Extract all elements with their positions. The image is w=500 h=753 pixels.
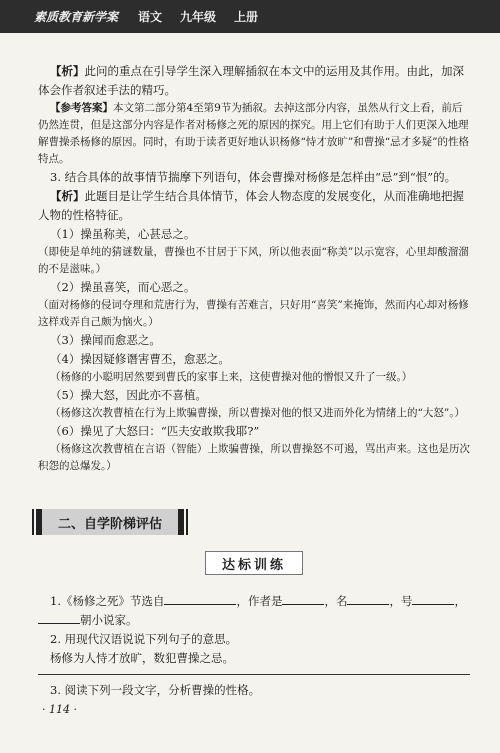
ex1-text: ，号 — [389, 594, 413, 608]
item-4-answer: （杨修的小聪明居然要到曹氏的家事上来，这使曹操对他的憎恨又升了一级。） — [50, 371, 413, 383]
item-5-question: （5）操大怒，因此亦不喜植。 — [50, 388, 207, 402]
item-2-question: （2）操虽喜笑，而心恶之。 — [50, 280, 196, 294]
page-number: · 114 · — [42, 703, 77, 716]
running-header — [0, 0, 500, 33]
exercises — [38, 592, 470, 668]
ex1-text: ，作者是 — [236, 594, 283, 608]
item-4-question: （4）操因疑修谮害曹丕，愈恶之。 — [50, 352, 230, 366]
analysis-2 — [38, 187, 470, 225]
volume-label: 上册 — [234, 10, 259, 24]
analysis-tag: 【析】 — [50, 189, 85, 203]
question-3: 3. 结合具体的故事情节揣摩下列语句，体会曹操对杨修是怎样由“忌”到“恨”的。 — [50, 170, 457, 184]
exercise-3: 3. 阅读下列一段文字，分析曹操的性格。 — [50, 683, 261, 697]
item-5-answer: （杨修这次教曹植在行为上欺骗曹操，所以曹操对他的恨又进而外化为情绪上的“大怒”。） — [50, 407, 465, 419]
answer-blank[interactable] — [347, 592, 389, 605]
exercise-1 — [38, 592, 470, 611]
analysis-1 — [38, 62, 470, 100]
section-heading: 二、自学阶梯评估 — [36, 509, 184, 535]
item-1-answer: （即使是单纯的猜谜数量，曹操也不甘居于下风，所以他表面“称美”以示宽容，心里却酸溜溜的不是滋味。） — [38, 246, 469, 275]
ex1-text: ， — [454, 594, 466, 608]
ex1-text: 1.《杨修之死》节选自 — [50, 594, 165, 608]
answer-blank[interactable] — [282, 592, 324, 605]
answer-tag: 【参考答案】 — [50, 102, 113, 114]
item-6-question: （6）操见了大怒曰：“匹夫安敢欺我耶?” — [50, 424, 260, 438]
answer-text: 本文第二部分第4至第9节为插叙。去掉这部分内容，虽然从行文上看，前后仍然连贯，但是这部分内容是作者对杨修之死的原因的探究。用上它们有助于人们更深入地理解曹操杀杨修的原因。同时，有助于读者更好地认识杨修“恃才放旷”和曹操“忌才多疑”的性格特点。 — [38, 102, 469, 165]
reference-answer — [38, 100, 470, 168]
exercise-2: 2. 用现代汉语说说下列句子的意思。 — [50, 632, 238, 646]
subject-label: 语文 — [138, 10, 163, 24]
ex1-text: ，名 — [324, 594, 348, 608]
item-2-answer: （面对杨修的侵词夺理和荒唐行为，曹操有苦难言，只好用“喜笑”来掩饰，然而内心却对杨修这样戏弄自己颇为恼火。） — [38, 299, 469, 328]
analysis-tag: 【析】 — [50, 64, 85, 78]
exercise-2-sentence: 杨修为人恃才放旷，数犯曹操之忌。 — [50, 651, 234, 665]
answer-blank[interactable] — [412, 592, 454, 605]
item-1-question: （1）操虽称美，心甚忌之。 — [50, 227, 196, 241]
exercise-1-cont — [38, 611, 470, 630]
series-title: 素质教育新学案 — [34, 10, 119, 24]
grade-label: 九年级 — [180, 10, 217, 24]
main-content — [38, 62, 470, 475]
item-3-question: （3）操闻而愈恶之。 — [50, 333, 161, 347]
ex1-text: 朝小说家。 — [80, 613, 138, 627]
item-6-answer: （杨修这次教曹植在言语（智能）上欺骗曹操，所以曹操怒不可遏，骂出声来。这也是历次积怨的总爆发。） — [38, 443, 470, 472]
answer-blank[interactable] — [38, 611, 80, 624]
answer-blank[interactable] — [164, 592, 236, 605]
analysis-text: 此题目是让学生结合具体情节，体会人物态度的发展变化，从而准确地把握人物的性格特征。 — [38, 189, 464, 222]
analysis-text: 此问的重点在引导学生深入理解插叙在本文中的运用及其作用。由此，加深体会作者叙述手法的精巧。 — [38, 64, 464, 97]
answer-line[interactable] — [38, 674, 470, 675]
exercise-box-title: 达标训练 — [205, 551, 303, 575]
